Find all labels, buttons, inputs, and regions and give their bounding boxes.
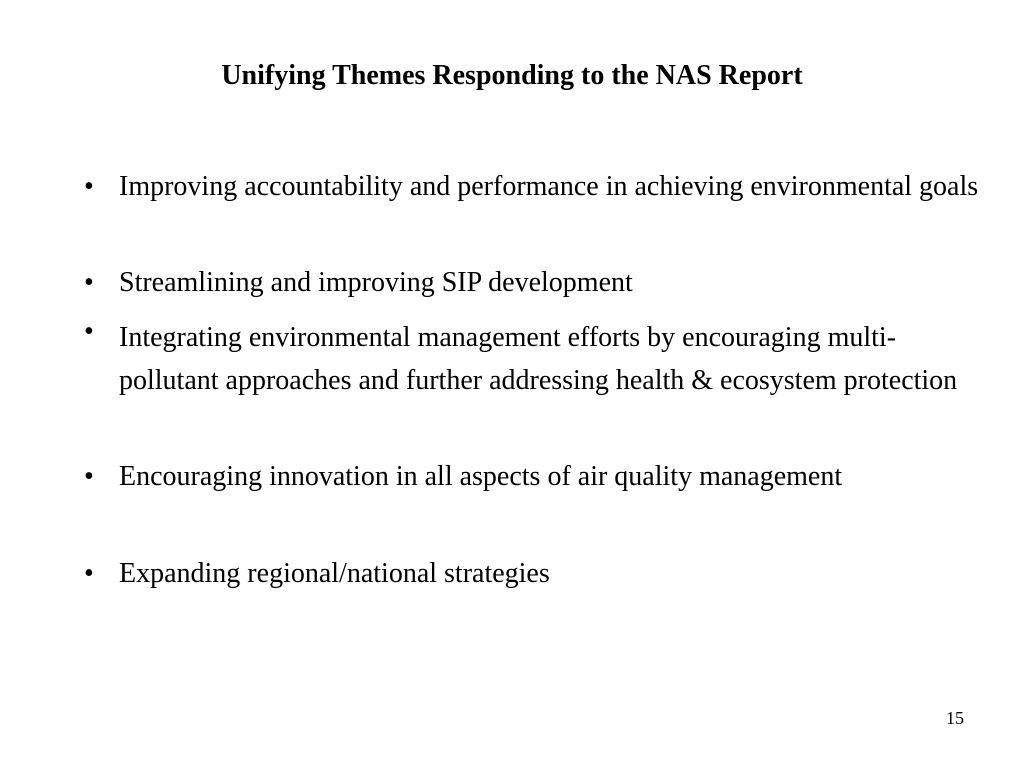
bullet-item bbox=[84, 558, 984, 590]
bullet-icon: • bbox=[84, 558, 94, 589]
bullet-text: Improving accountability and performance in achieving environmental goals bbox=[119, 171, 979, 202]
bullet-text: Expanding regional/national strategies bbox=[119, 558, 550, 589]
bullet-text: Integrating environmental management efforts by encouraging multi-pollutant approaches and further addressing health & ecosystem protection bbox=[119, 322, 958, 396]
slide-title: Unifying Themes Responding to the NAS Report bbox=[221, 60, 803, 91]
bullet-item bbox=[84, 171, 984, 203]
bullet-icon: • bbox=[84, 316, 94, 347]
bullet-icon: • bbox=[84, 267, 94, 298]
bullet-text: Streamlining and improving SIP development bbox=[119, 267, 633, 298]
bullet-item bbox=[84, 267, 984, 299]
bullet-item bbox=[84, 316, 984, 402]
page-number: 15 bbox=[946, 708, 964, 728]
bullet-text: Encouraging innovation in all aspects of air quality management bbox=[119, 461, 843, 492]
bullet-item bbox=[84, 461, 984, 493]
bullet-icon: • bbox=[84, 171, 94, 202]
bullet-icon: • bbox=[84, 461, 94, 492]
